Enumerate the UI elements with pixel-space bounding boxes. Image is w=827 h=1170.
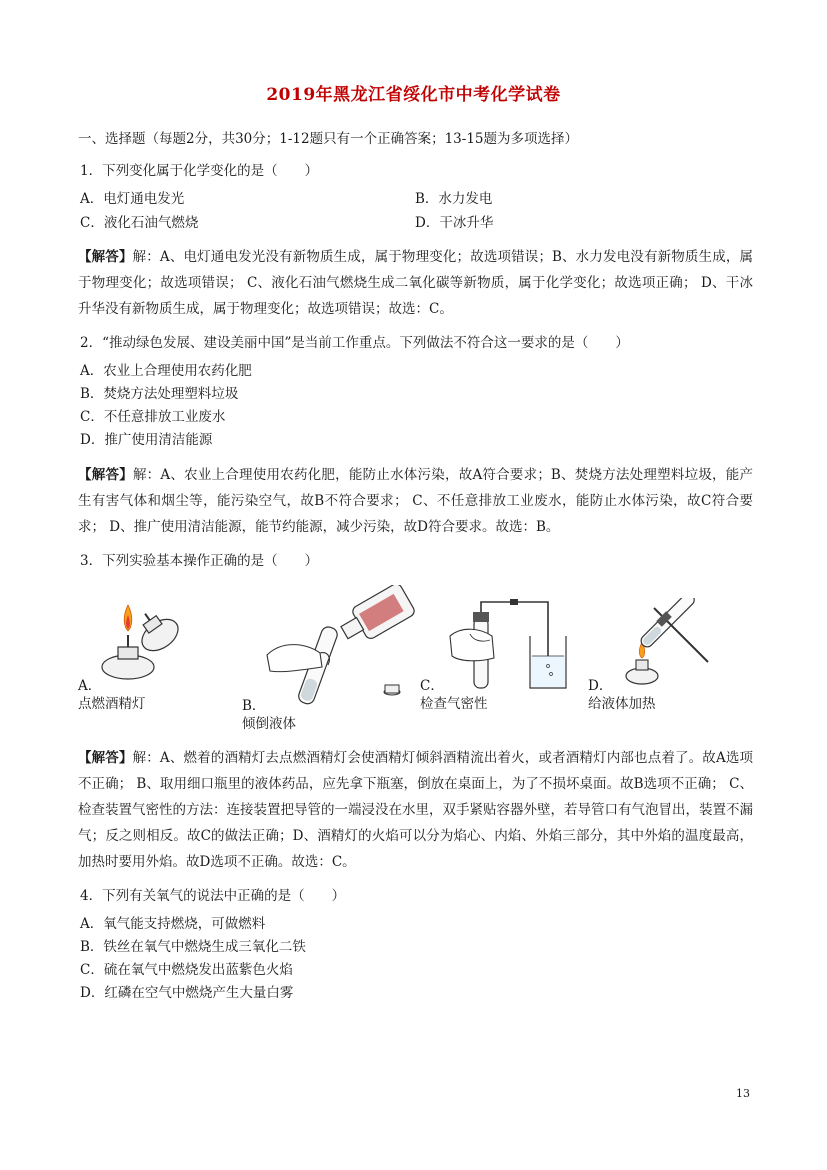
question-2-stem: 2．“推动绿色发展、建设美丽中国”是当前工作重点。下列做法不符合这一要求的是（ ） bbox=[80, 335, 629, 351]
figure-c-airtightness-check bbox=[440, 596, 580, 694]
answer-text: 解：A、电灯通电发光没有新物质生成，属于物理变化；故选项错误；B、水力发电没有新物质生成，属于物理变化；故选项错误； C、液化石油气燃烧生成二氧化碳等新物质，属于化学变化；故选项正确； D、干冰升华没有新物质生成，属于物理变化；故选项错误；故选：C。 bbox=[78, 249, 754, 317]
figure-b-label: 倾倒液体 bbox=[242, 716, 296, 732]
q4-option-c: C．硫在氧气中燃烧发出蓝紫色火焰 bbox=[80, 962, 293, 978]
answer-text: 解：A、燃着的酒精灯去点燃酒精灯会使酒精灯倾斜酒精流出着火，或者酒精灯内部也点着了。故A选项不正确； B、取用细口瓶里的液体药品，应先拿下瓶塞，倒放在桌面上，为了不损坏桌面。故B选项不正确； C、检查装置气密性的方法：连接装置把导管的一端浸没在水里，双手紧贴容器外壁，若导管口有气泡冒出，装置不漏气；反之则相反。故C的做法正确；D、酒精灯的火焰可以分为焰心、内焰、外焰三部分，其中外焰的温度最高，加热时要用外焰。故D选项不正确。故选：C。 bbox=[78, 750, 754, 870]
answer-tag: 【解答】 bbox=[78, 467, 133, 483]
q4-option-a: A．氧气能支持燃烧，可做燃料 bbox=[80, 916, 266, 932]
figure-d-label: 给液体加热 bbox=[588, 696, 656, 712]
q1-option-c: C．液化石油气燃烧 bbox=[80, 215, 199, 231]
figure-d-heating-liquid bbox=[612, 598, 717, 688]
figure-b-pouring-liquid bbox=[262, 585, 422, 710]
question-1-stem: 1．下列变化属于化学变化的是（ ） bbox=[80, 163, 319, 179]
q2-option-a: A．农业上合理使用农药化肥 bbox=[80, 363, 252, 379]
question-3-answer bbox=[78, 745, 753, 875]
section-heading: 一、选择题（每题2分，共30分；1-12题只有一个正确答案；13-15题为多项选择） bbox=[78, 131, 579, 147]
answer-tag: 【解答】 bbox=[78, 249, 133, 265]
question-1-answer bbox=[78, 244, 753, 322]
figure-a-label: 点燃酒精灯 bbox=[78, 696, 146, 712]
q1-option-b: B．水力发电 bbox=[415, 191, 493, 207]
question-2-answer bbox=[78, 462, 753, 540]
q4-option-b: B．铁丝在氧气中燃烧生成三氧化二铁 bbox=[80, 939, 306, 955]
q1-option-d: D．干冰升华 bbox=[415, 215, 494, 231]
q2-option-d: D．推广使用清洁能源 bbox=[80, 432, 213, 448]
figure-c-label: 检查气密性 bbox=[420, 696, 488, 712]
figure-d-letter: D． bbox=[588, 678, 613, 694]
question-4-stem: 4．下列有关氧气的说法中正确的是（ ） bbox=[80, 888, 346, 904]
q4-option-d: D．红磷在空气中燃烧产生大量白雾 bbox=[80, 985, 294, 1001]
answer-tag: 【解答】 bbox=[78, 750, 133, 766]
page-title: 2019年黑龙江省绥化市中考化学试卷 bbox=[266, 85, 561, 105]
q2-option-b: B．焚烧方法处理塑料垃圾 bbox=[80, 386, 239, 402]
figure-c-letter: C． bbox=[420, 678, 444, 694]
figure-a-lighting-lamp bbox=[90, 595, 190, 685]
answer-text: 解：A、农业上合理使用农药化肥，能防止水体污染，故A符合要求；B、焚烧方法处理塑料垃圾，能产生有害气体和烟尘等，能污染空气，故B不符合要求； C、不任意排放工业废水，能防止水体污染，故C符合要求； D、推广使用清洁能源，能节约能源，减少污染，故D符合要求。故选：B。 bbox=[78, 467, 754, 535]
page-number: 13 bbox=[736, 1087, 750, 1100]
q1-option-a: A．电灯通电发光 bbox=[80, 191, 185, 207]
question-3-stem: 3．下列实验基本操作正确的是（ ） bbox=[80, 553, 319, 569]
figure-a-letter: A． bbox=[78, 678, 102, 694]
q2-option-c: C．不任意排放工业废水 bbox=[80, 409, 226, 425]
figure-b-letter: B． bbox=[242, 698, 266, 714]
